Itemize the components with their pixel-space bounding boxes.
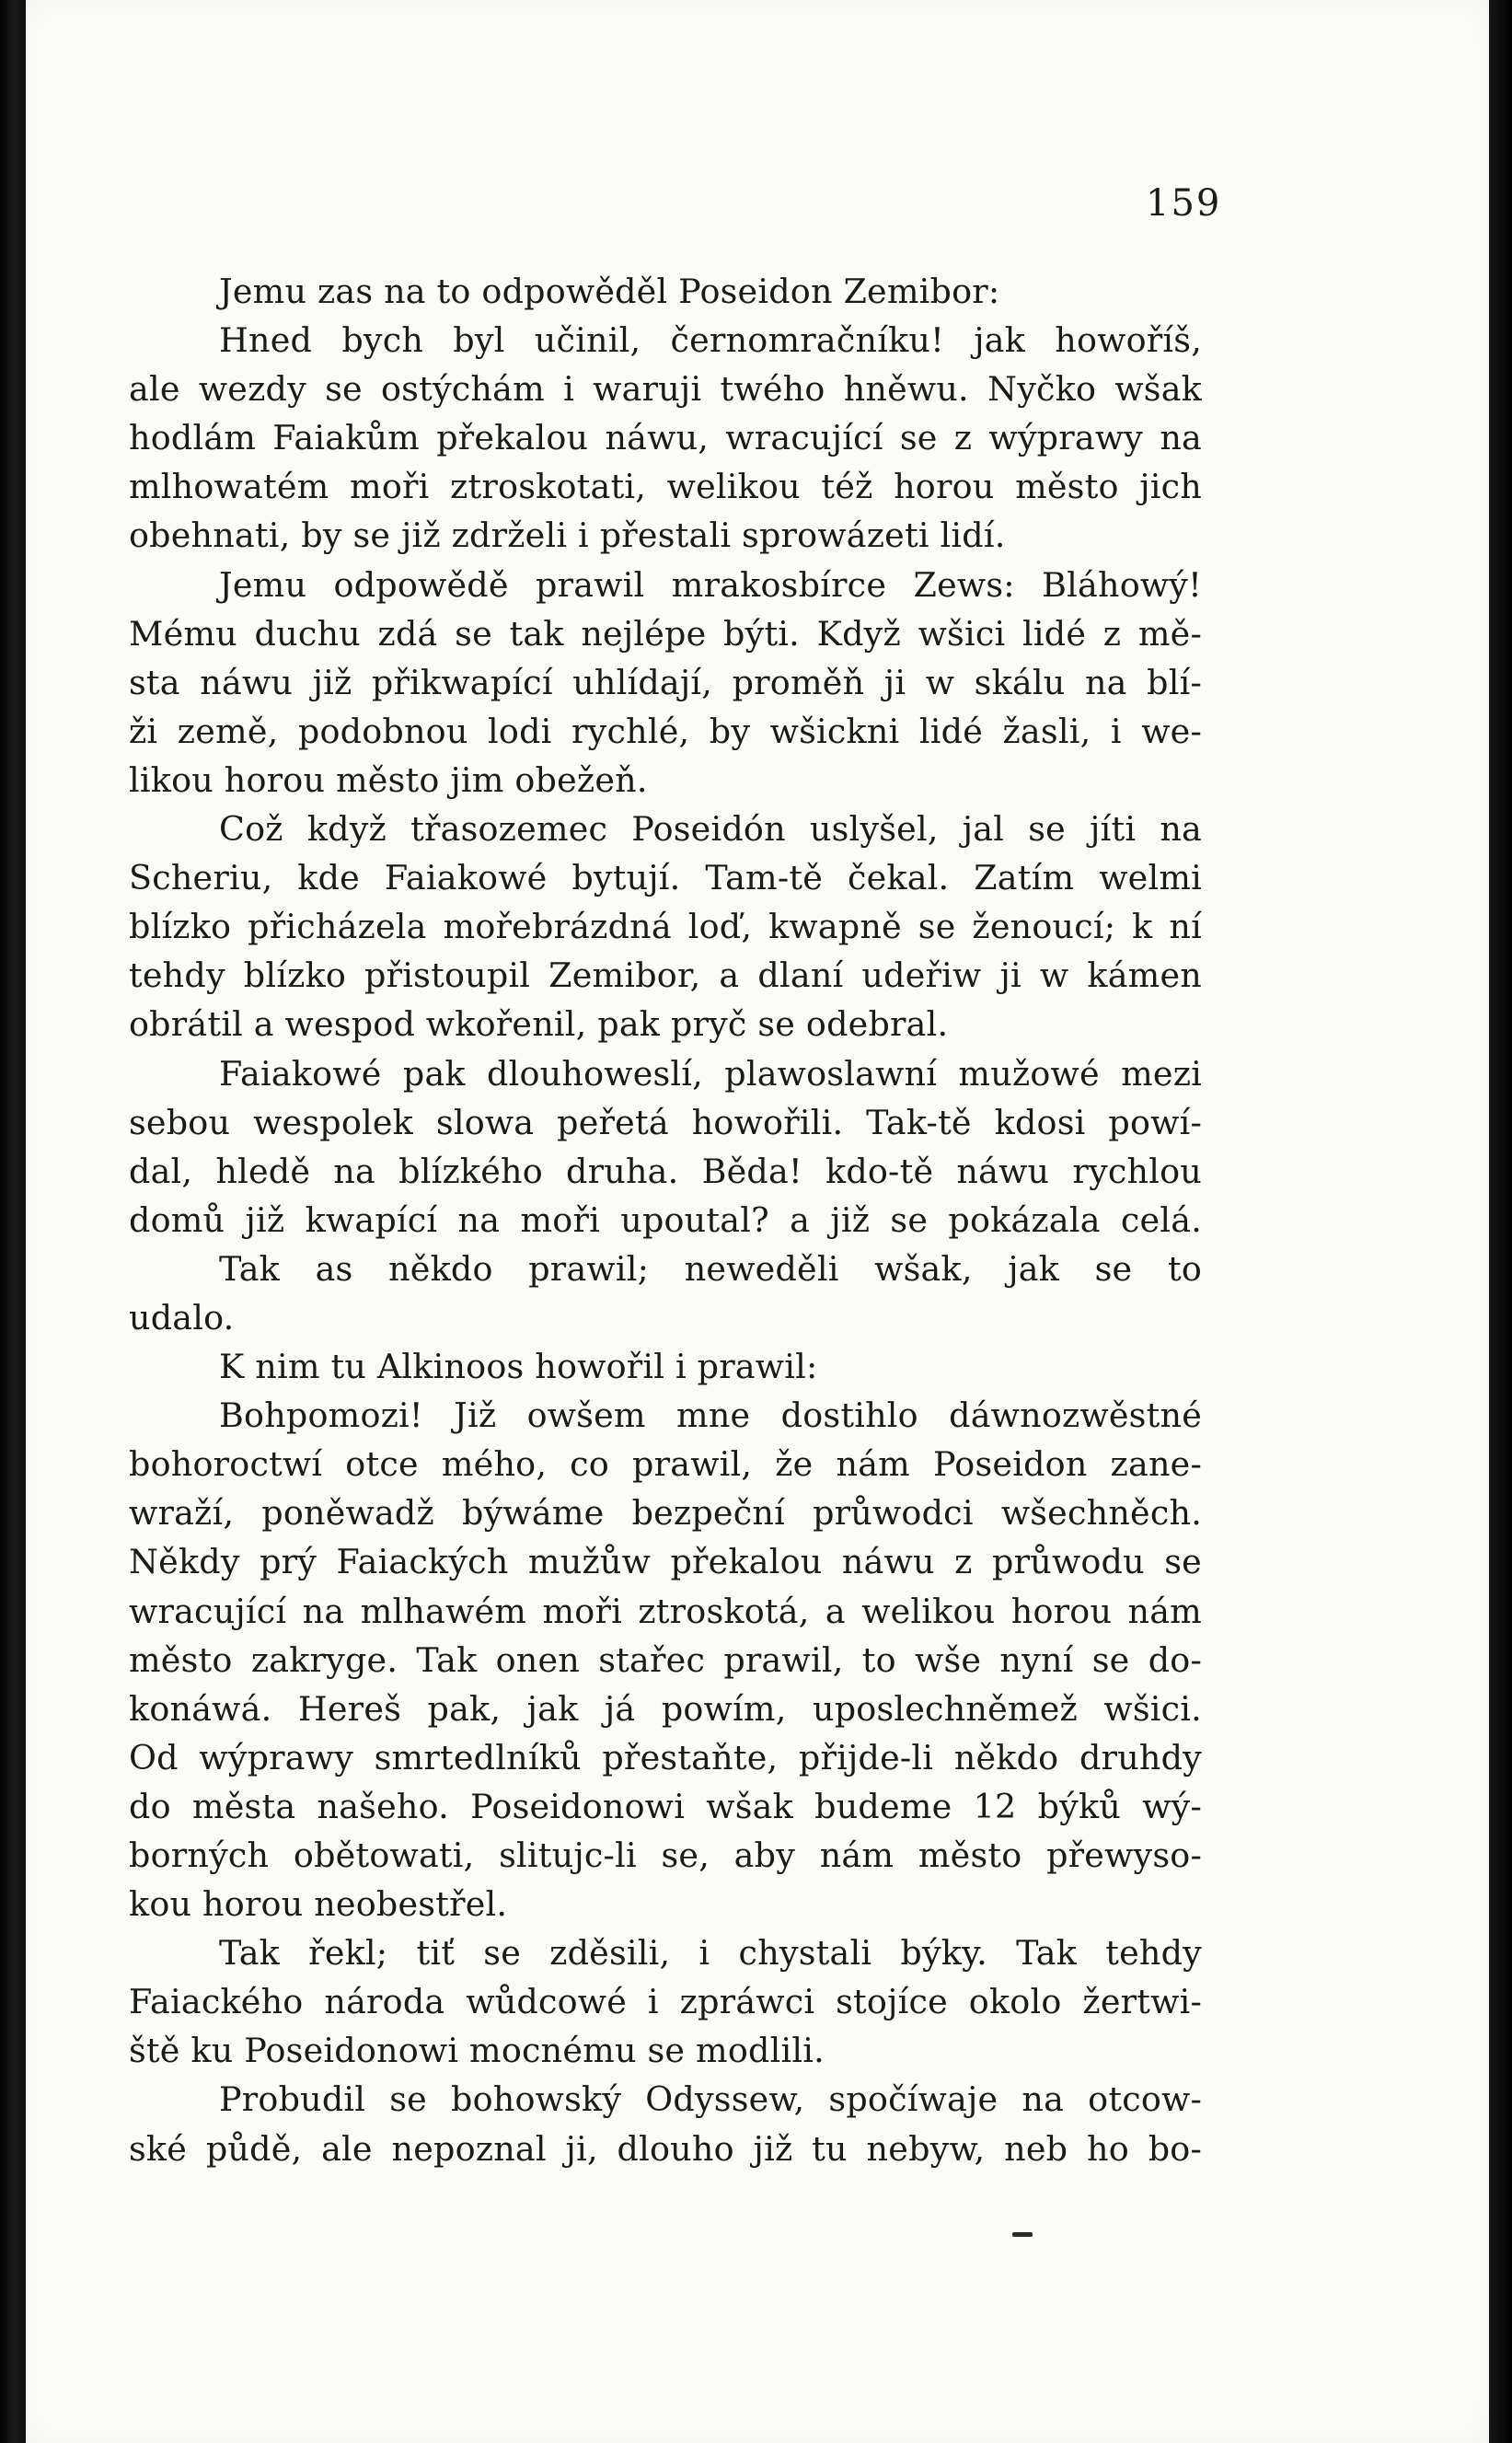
text-line: likou horou město jim obežeň.: [129, 759, 648, 800]
text-line: Jemu zas na to odpowěděl Poseidon Zemibor:: [219, 272, 1000, 311]
printer-mark: [1012, 2232, 1033, 2237]
text-line: borných obětowati, slitujc-li se, aby nám město přewyso-: [129, 1835, 1202, 1875]
text-line: ště ku Poseidonowi mocnému se modlili.: [129, 2031, 825, 2071]
text-line: Hned bych byl učinil, černomračníku! jak howoříš,: [219, 320, 1202, 361]
text-line: město zakryge. Tak onen stařec prawil, to wše nyní se do-: [129, 1639, 1202, 1680]
text-line: Mému duchu zdá se tak nejlépe býti. Když wšici lidé z mě-: [129, 613, 1202, 654]
text-line: hodlám Faiakům překalou náwu, wracující se z wýprawy na: [129, 418, 1202, 458]
text-line: Tak řekl; tiť se zděsili, i chystali býky. Tak tehdy: [219, 1933, 1202, 1974]
text-line: Probudil se bohowský Odyssew, spočíwaje na otcow-: [219, 2079, 1202, 2120]
text-line: udalo.: [129, 1297, 235, 1337]
body-text: [129, 267, 1202, 2173]
text-line: sta náwu již přikwapící uhlídají, proměň ji w skálu na blí-: [129, 662, 1202, 702]
text-line: Jemu odpowědě prawil mrakosbírce Zews: Bláhowý!: [219, 564, 1202, 605]
text-line: do města našeho. Poseidonowi wšak budeme 12 býků wý-: [129, 1786, 1202, 1826]
text-line: blízko přicházela mořebrázdná loď, kwapně se ženoucí; k ní: [129, 907, 1202, 947]
text-line: ské půdě, ale nepoznal ji, dlouho již tu nebyw, neb ho bo-: [129, 2128, 1202, 2169]
book-spine-edge: [0, 0, 26, 2443]
text-line: Což když třasozemec Poseidón uslyšel, jal se jíti na: [219, 809, 1202, 850]
text-line: Bohpomozi! Již owšem mne dostihlo dáwnozwěstné: [219, 1395, 1202, 1436]
page-edge-right: [1489, 0, 1512, 2443]
text-line: Faiakowé pak dlouhoweslí, plawoslawní mužowé mezi: [219, 1053, 1202, 1094]
text-line: konáwá. Hereš pak, jak já powím, uposlechněmež wšici.: [129, 1688, 1202, 1729]
text-line: kou horou neobestřel.: [129, 1884, 508, 1925]
text-line: K nim tu Alkinoos howořil i prawil:: [219, 1347, 818, 1387]
text-line: obehnati, by se již zdrželi i přestali sprowázeti lidí.: [129, 515, 1006, 556]
text-line: ži země, podobnou lodi rychlé, by wšickni lidé žasli, i we-: [129, 711, 1202, 751]
text-line: dal, hledě na blízkého druha. Běda! kdo-tě náwu rychlou: [129, 1151, 1202, 1191]
text-line: Tak as někdo prawil; neweděli wšak, jak se to: [219, 1248, 1202, 1289]
text-line: Někdy prý Faiackých mužůw překalou náwu z průwodu se: [129, 1542, 1202, 1582]
text-line: Scheriu, kde Faiakowé bytují. Tam-tě čekal. Zatím welmi: [129, 858, 1202, 898]
text-line: bohoroctwí otce mého, co prawil, že nám Poseidon zane-: [129, 1444, 1202, 1485]
text-line: obrátil a wespod wkořenil, pak pryč se odebral.: [129, 1004, 949, 1045]
page-number: 159: [1146, 182, 1222, 225]
text-line: wracující na mlhawém moři ztroskotá, a welikou horou nám: [129, 1591, 1202, 1631]
text-line: tehdy blízko přistoupil Zemibor, a dlaní udeřiw ji w kámen: [129, 955, 1202, 996]
text-line: mlhowatém moři ztroskotati, welikou též horou město jich: [129, 467, 1202, 507]
text-line: domů již kwapící na moři upoutal? a již se pokázala celá.: [129, 1199, 1202, 1240]
text-line: wraží, poněwadž býwáme bezpeční průwodci wšechněch.: [129, 1493, 1202, 1534]
text-line: sebou wespolek slowa peřetá howořili. Tak-tě kdosi powí-: [129, 1102, 1202, 1142]
text-line: ale wezdy se ostýchám i waruji twého hněwu. Nyčko wšak: [129, 369, 1202, 410]
text-line: Faiackého národa wůdcowé i zpráwci stojíce okolo žertwi-: [129, 1982, 1202, 2022]
text-line: Od wýprawy smrtedlníků přestaňte, přijde-li někdo druhdy: [129, 1737, 1202, 1777]
